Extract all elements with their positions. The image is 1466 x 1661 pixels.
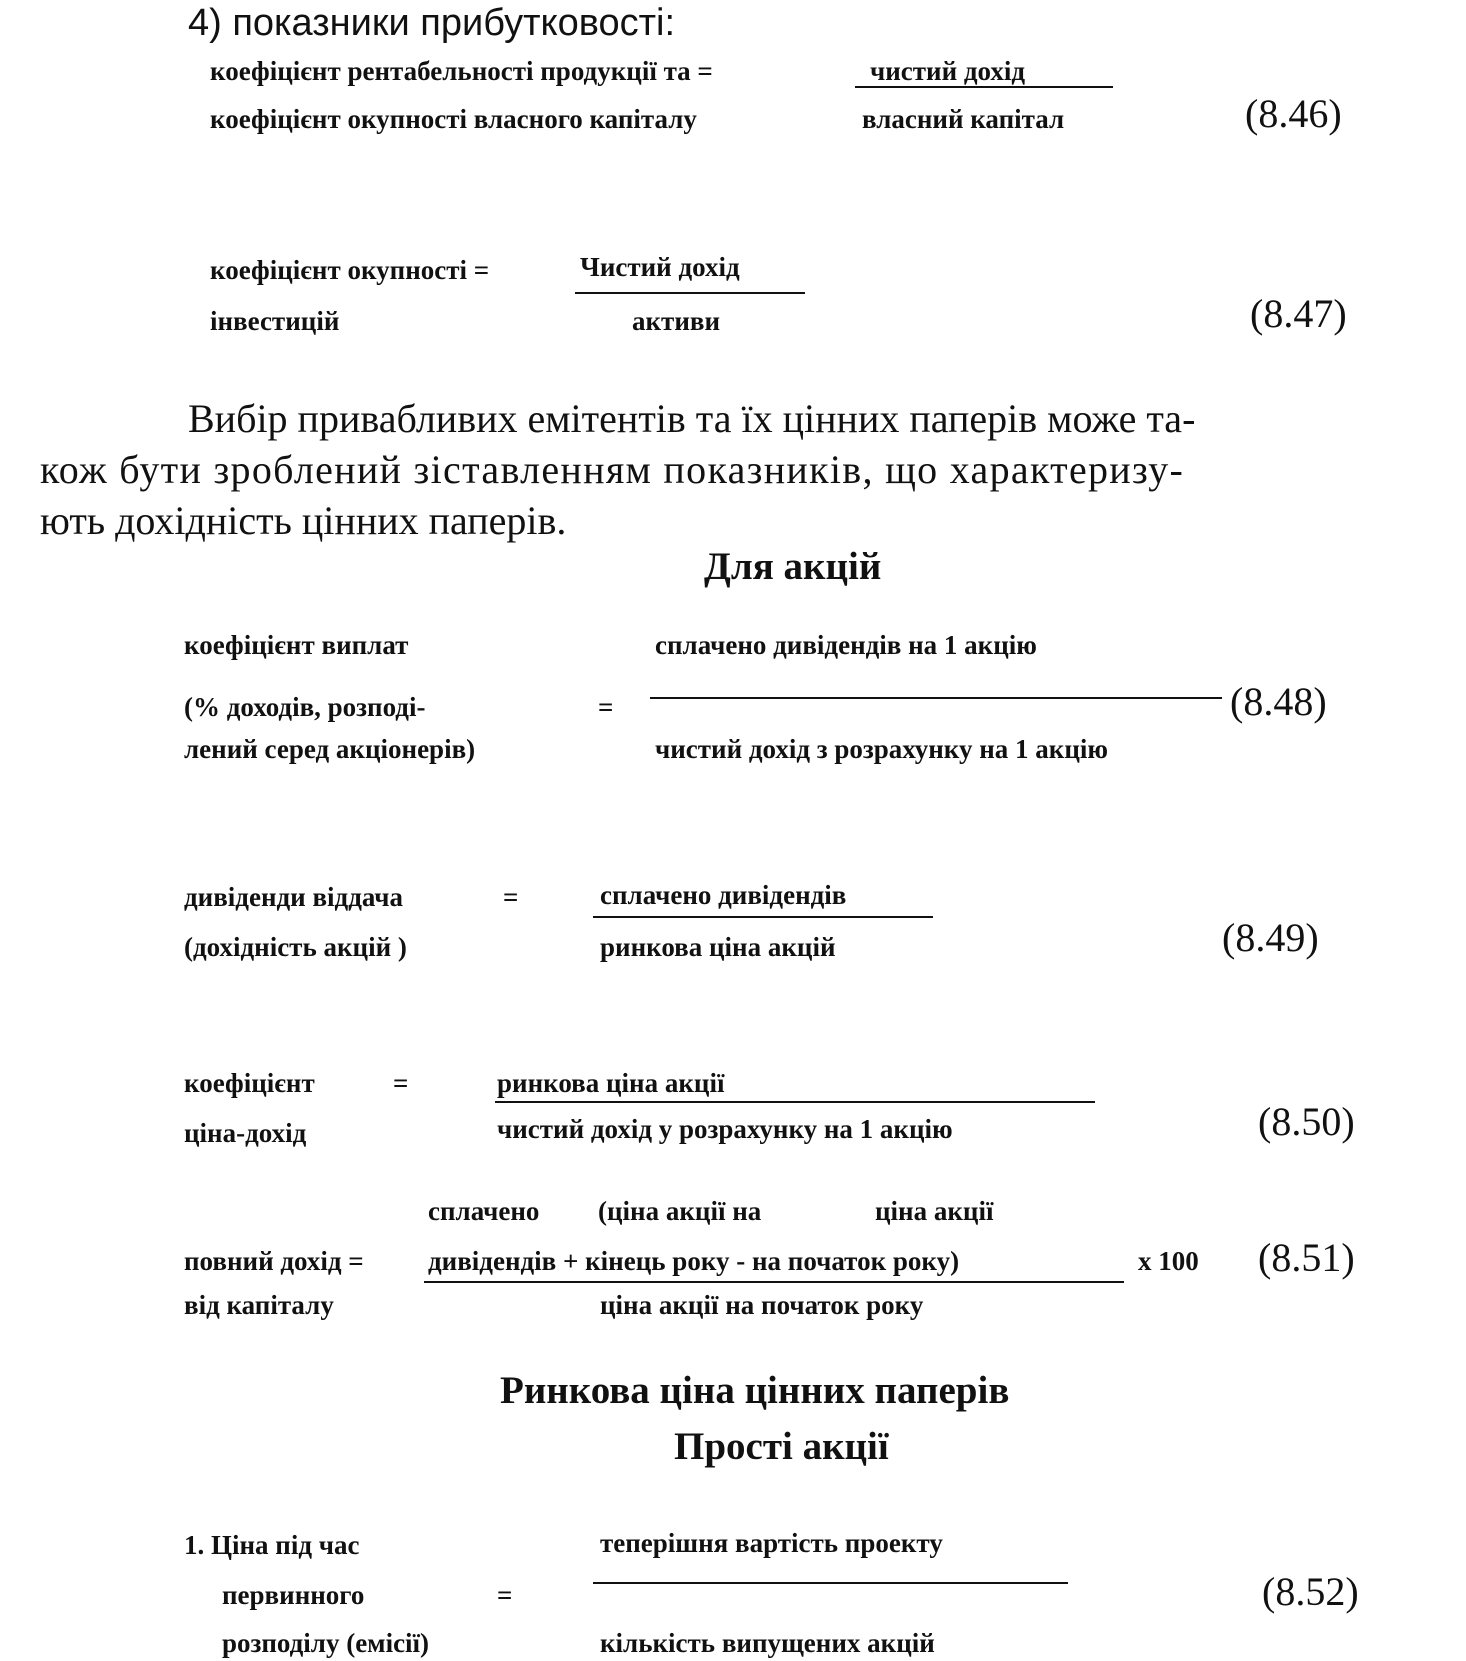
fraction-line (575, 292, 805, 294)
equation-number: (8.47) (1250, 291, 1347, 336)
formula-numerator: теперішня вартість проекту (600, 1528, 943, 1558)
formula-denominator: чистий дохід з розрахунку на 1 акцію (655, 734, 1109, 764)
formula-left-line2: ціна-дохід (184, 1118, 307, 1148)
formula-denominator: ринкова ціна акцій (600, 932, 836, 962)
section-title: Ринкова ціна цінних паперів (500, 1369, 1010, 1412)
formula-left-line2: від капіталу (184, 1290, 334, 1320)
formula-numerator: дивідендів + кінець року - на початок року) (428, 1246, 960, 1276)
formula-left-line2: первинного (222, 1580, 365, 1610)
fraction-line (424, 1281, 1124, 1283)
multiplier: x 100 (1138, 1246, 1199, 1276)
paragraph-line: Вибір привабливих емітентів та їх цінних паперів може та- (188, 396, 1196, 441)
formula-top-word: ціна акції (875, 1196, 994, 1226)
formula-left-line2: інвестицій (210, 306, 340, 336)
formula-left-line2: (% доходів, розподі- (184, 692, 426, 722)
formula-denominator: чистий дохід у розрахунку на 1 акцію (497, 1114, 953, 1144)
equals-sign: = (503, 882, 519, 912)
formula-denominator: кількість випущених акцій (600, 1628, 935, 1658)
formula-left-line2: (дохідність акцій ) (184, 932, 407, 962)
formula-numerator: Чистий дохід (580, 252, 740, 282)
formula-denominator: власний капітал (862, 104, 1065, 134)
paragraph-line: ють дохідність цінних паперів. (40, 498, 567, 543)
equals-sign: = (393, 1068, 409, 1098)
formula-top-word: сплачено (428, 1196, 540, 1226)
subsection-title: Прості акції (674, 1425, 889, 1468)
formula-left-line1: повний дохід = (184, 1246, 364, 1276)
subsection-title: Для акцій (704, 545, 882, 588)
equation-number: (8.51) (1258, 1235, 1355, 1280)
formula-left-line3: розподілу (емісії) (222, 1628, 430, 1658)
formula-left-line1: коефіцієнт рентабельності продукції та = (210, 56, 713, 86)
equation-number: (8.50) (1258, 1099, 1355, 1144)
section-heading: 4) показники прибутковості: (188, 2, 676, 44)
formula-numerator: сплачено дивідендів (600, 880, 847, 910)
paragraph-line: кож бути зроблений зіставленням показників, що характеризу- (40, 447, 1185, 492)
fraction-line (593, 1582, 1068, 1584)
formula-denominator: ціна акції на початок року (600, 1290, 924, 1320)
formula-top-word: (ціна акції на (598, 1196, 762, 1226)
formula-left-line1: коефіцієнт окупності = (210, 255, 490, 285)
formula-numerator: сплачено дивідендів на 1 акцію (655, 630, 1037, 660)
formula-left-line1: дивіденди віддача (184, 882, 404, 912)
fraction-line (855, 86, 1113, 88)
fraction-line (593, 916, 933, 918)
formula-denominator: активи (632, 306, 721, 336)
formula-left-line2: коефіцієнт окупності власного капіталу (210, 104, 697, 134)
equation-number: (8.52) (1262, 1569, 1359, 1614)
equation-number: (8.46) (1245, 91, 1342, 136)
equals-sign: = (497, 1580, 513, 1610)
equals-sign: = (598, 692, 614, 722)
formula-left-line3: лений серед акціонерів) (184, 734, 476, 764)
formula-left-line1: коефіцієнт (184, 1068, 315, 1098)
equation-number: (8.48) (1230, 679, 1327, 724)
formula-left-line1: коефіцієнт виплат (184, 630, 409, 660)
formula-numerator: чистий дохід (870, 56, 1026, 86)
formula-left-line1: 1. Ціна під час (184, 1530, 360, 1560)
fraction-line (650, 697, 1222, 699)
equation-number: (8.49) (1222, 915, 1319, 960)
fraction-line (495, 1101, 1095, 1103)
formula-numerator: ринкова ціна акції (497, 1068, 725, 1098)
